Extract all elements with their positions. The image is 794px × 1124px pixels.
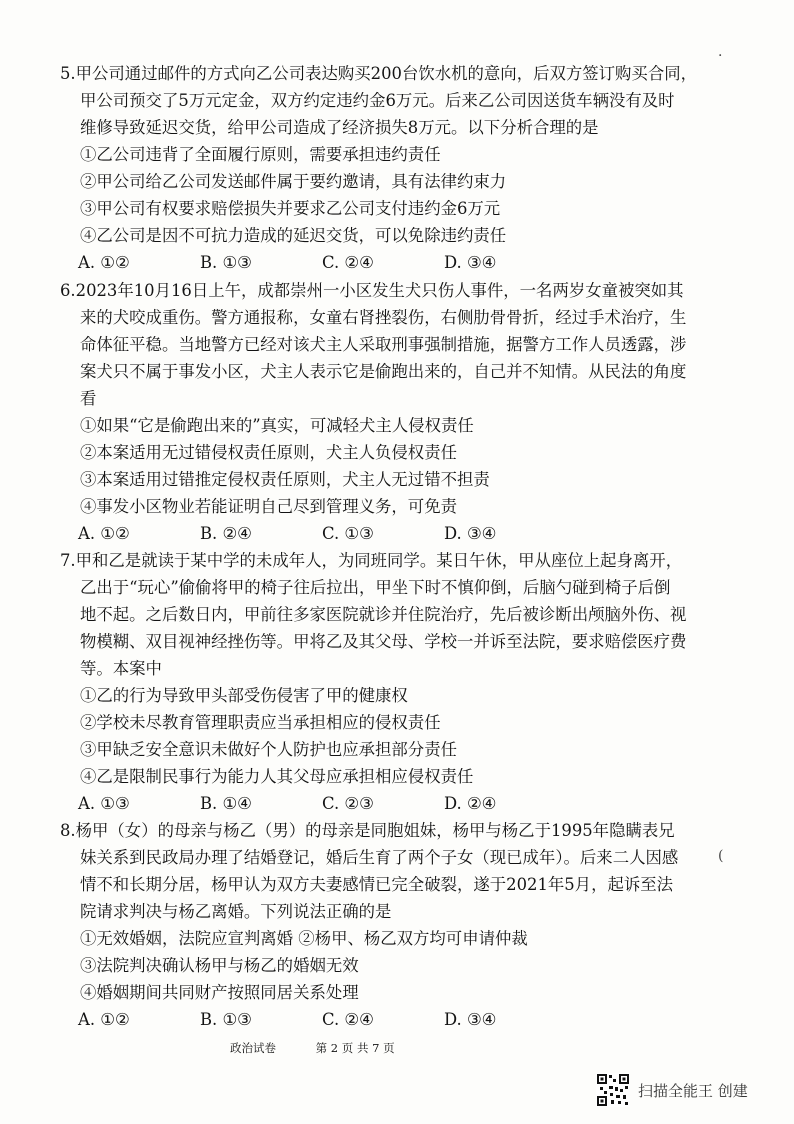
page-footer bbox=[230, 1040, 431, 1056]
choice-b: B. ①③ bbox=[200, 253, 252, 272]
choice-a: A. ①② bbox=[78, 253, 130, 272]
choice-d: D. ②④ bbox=[444, 794, 497, 813]
question-stem: 维修导致延迟交货，给甲公司造成了经济损失8万元。以下分析合理的是 bbox=[80, 118, 599, 137]
question-stem: 情不和长期分居，杨甲认为双方夫妻感情已完全破裂，遂于2021年5月，起诉至法 bbox=[80, 875, 674, 894]
statement-option: ②甲公司给乙公司发送邮件属于要约邀请，具有法律约束力 bbox=[80, 172, 507, 191]
choice-b: B. ②④ bbox=[200, 524, 252, 543]
scan-speck: · bbox=[718, 48, 723, 64]
question-stem: 甲公司预交了5万元定金，双方约定违约金6万元。后来乙公司因送货车辆没有及时 bbox=[80, 91, 675, 110]
answer-choices bbox=[60, 1006, 700, 1033]
scan-speck: ( bbox=[718, 848, 724, 864]
question-stem: 案犬只不属于事发小区，犬主人表示它是偷跑出来的，自己并不知情。从民法的角度 bbox=[80, 362, 687, 381]
statement-option: ①乙的行为导致甲头部受伤侵害了甲的健康权 bbox=[80, 686, 408, 705]
statement-option: ③甲公司有权要求赔偿损失并要求乙公司支付违约金6万元 bbox=[80, 199, 501, 218]
question-5 bbox=[60, 60, 700, 276]
choice-d: D. ③④ bbox=[444, 253, 497, 272]
question-stem: 地不起。之后数日内，甲前往多家医院就诊并住院治疗，先后被诊断出颅脑外伤、视 bbox=[80, 605, 687, 624]
question-stem: 院请求判决与杨乙离婚。下列说法正确的是 bbox=[80, 902, 392, 921]
question-stem: 看 bbox=[80, 389, 97, 408]
statement-option: ③法院判决确认杨甲与杨乙的婚姻无效 bbox=[80, 956, 359, 975]
statement-option: ①乙公司违背了全面履行原则，需要承担违约责任 bbox=[80, 145, 441, 164]
question-stem: 8.杨甲（女）的母亲与杨乙（男）的母亲是同胞姐妹，杨甲与杨乙于1995年隐瞒表兄 bbox=[60, 821, 675, 840]
statement-option: ④乙是限制民事行为能力人其父母应承担相应侵权责任 bbox=[80, 767, 474, 786]
question-stem: 命体征平稳。当地警方已经对该犬主人采取刑事强制措施，据警方工作人员透露，涉 bbox=[80, 335, 687, 354]
question-stem: 物模糊、双目视神经挫伤等。甲将乙及其父母、学校一并诉至法院，要求赔偿医疗费 bbox=[80, 632, 687, 651]
question-stem: 7.甲和乙是就读于某中学的未成年人，为同班同学。某日午休，甲从座位上起身离开， bbox=[60, 551, 683, 570]
qr-code-icon bbox=[596, 1073, 630, 1107]
question-stem: 来的犬咬成重伤。警方通报称，女童右肾挫裂伤，右侧肋骨骨折，经过手术治疗，生 bbox=[80, 308, 687, 327]
statement-option: ③本案适用过错推定侵权责任原则，犬主人无过错不担责 bbox=[80, 470, 490, 489]
question-stem: 5.甲公司通过邮件的方式向乙公司表达购买200台饮水机的意向，后双方签订购买合同， bbox=[60, 64, 697, 83]
statement-option: ④乙公司是因不可抗力造成的延迟交货，可以免除违约责任 bbox=[80, 226, 507, 245]
choice-c: C. ①③ bbox=[322, 524, 374, 543]
choice-d: D. ③④ bbox=[444, 1010, 497, 1029]
choice-a: A. ①③ bbox=[78, 794, 130, 813]
question-stem: 等。本案中 bbox=[80, 659, 162, 678]
question-stem: 乙出于“玩心”偷偷将甲的椅子往后拉出，甲坐下时不慎仰倒，后脑勺碰到椅子后倒 bbox=[80, 578, 671, 597]
question-7 bbox=[60, 547, 700, 817]
choice-d: D. ③④ bbox=[444, 524, 497, 543]
statement-option: ③甲缺乏安全意识未做好个人防护也应承担部分责任 bbox=[80, 740, 457, 759]
choice-b: B. ①④ bbox=[200, 794, 252, 813]
choice-b: B. ①③ bbox=[200, 1010, 252, 1029]
scanner-watermark bbox=[596, 1072, 776, 1108]
statement-option: ②本案适用无过错侵权责任原则，犬主人负侵权责任 bbox=[80, 443, 457, 462]
answer-choices bbox=[60, 249, 700, 276]
statement-option: ①无效婚姻，法院应宣判离婚 ②杨甲、杨乙双方均可申请仲裁 bbox=[80, 929, 528, 948]
choice-c: C. ②④ bbox=[322, 1010, 374, 1029]
statement-option: ②学校未尽教育管理职责应当承担相应的侵权责任 bbox=[80, 713, 441, 732]
choice-a: A. ①② bbox=[78, 1010, 130, 1029]
question-8 bbox=[60, 817, 700, 1033]
statement-option: ①如果“它是偷跑出来的”真实，可减轻犬主人侵权责任 bbox=[80, 416, 474, 435]
scanner-watermark-text: 扫描全能王 创建 bbox=[638, 1081, 748, 1100]
answer-choices bbox=[60, 790, 700, 817]
choice-c: C. ②④ bbox=[322, 253, 374, 272]
question-6 bbox=[60, 277, 700, 547]
statement-option: ④婚姻期间共同财产按照同居关系处理 bbox=[80, 983, 359, 1002]
question-stem: 6.2023年10月16日上午，成都崇州一小区发生犬只伤人事件，一名两岁女童被突如其 bbox=[60, 281, 684, 300]
answer-choices bbox=[60, 520, 700, 547]
statement-option: ④事发小区物业若能证明自己尽到管理义务，可免责 bbox=[80, 497, 457, 516]
question-stem: 妹关系到民政局办理了结婚登记，婚后生育了两个子女（现已成年）。后来二人因感 bbox=[80, 848, 679, 867]
footer-subject: 政治试卷 bbox=[230, 1041, 276, 1055]
choice-c: C. ②③ bbox=[322, 794, 374, 813]
footer-page-number: 第 2 页 共 7 页 bbox=[315, 1041, 395, 1055]
choice-a: A. ①② bbox=[78, 524, 130, 543]
